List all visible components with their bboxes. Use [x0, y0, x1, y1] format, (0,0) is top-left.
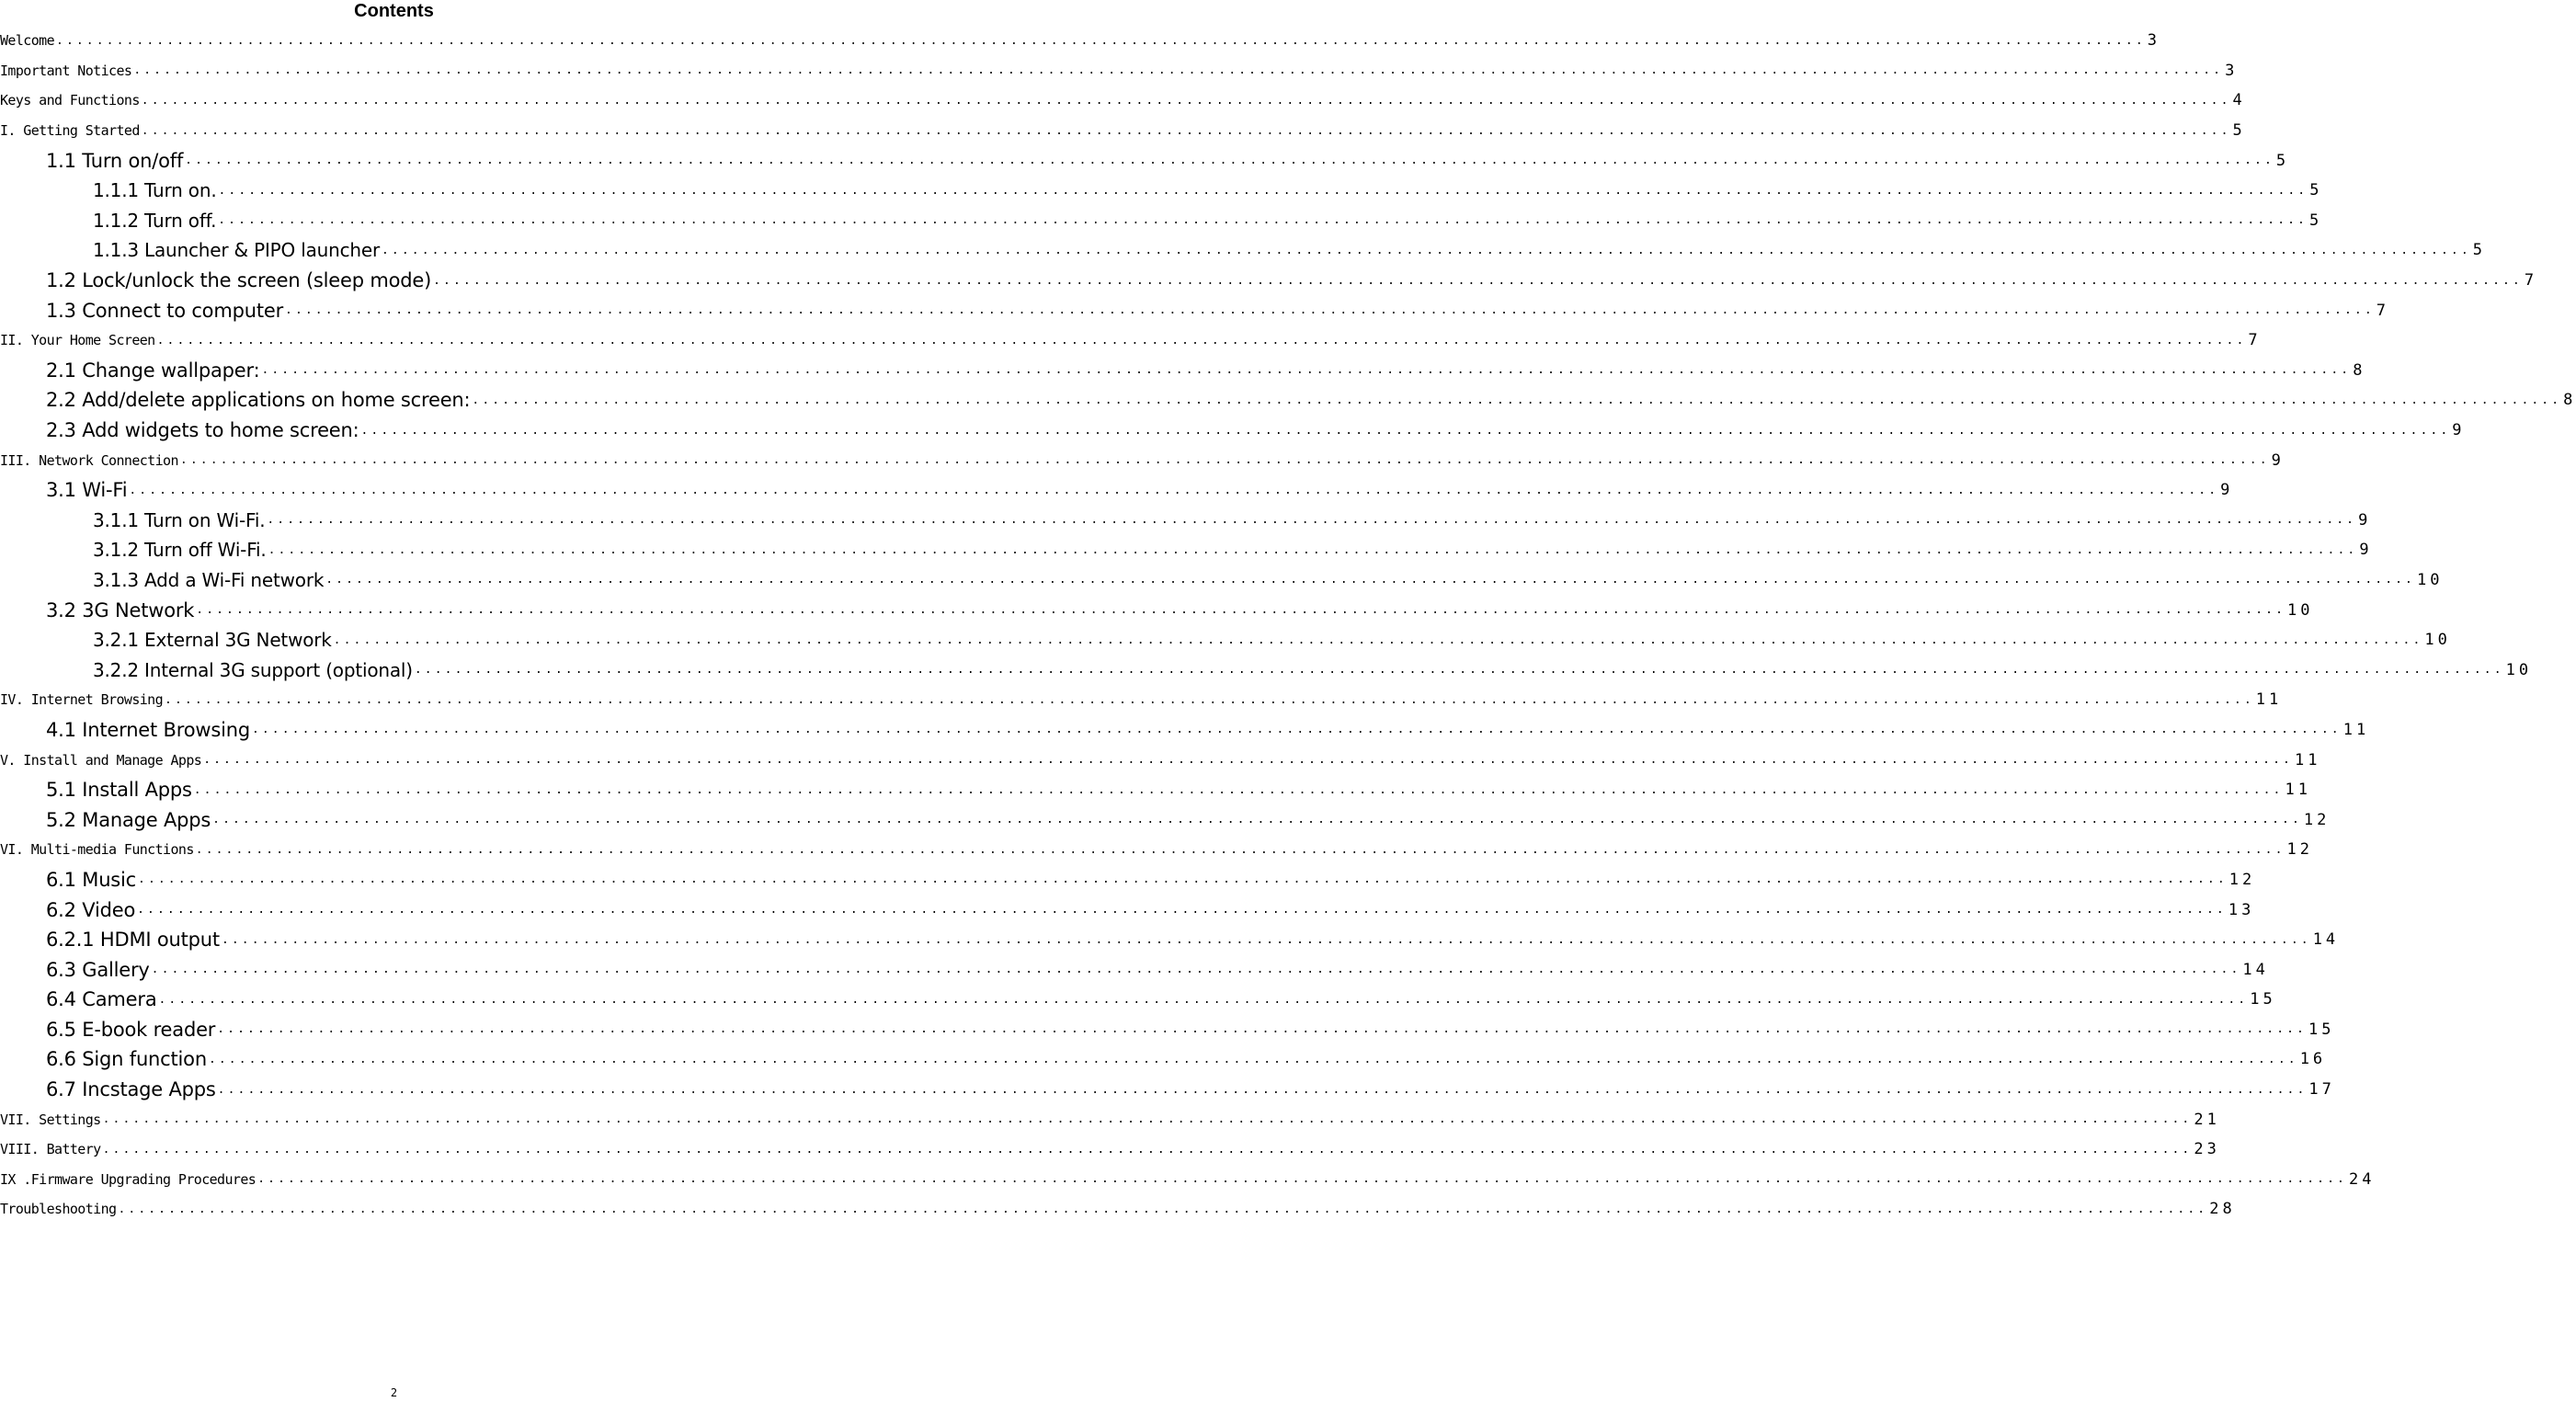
toc-entry[interactable]: [0, 416, 2466, 446]
toc-entry[interactable]: [0, 715, 2370, 746]
toc-entry[interactable]: [0, 1104, 2220, 1134]
toc-entry-page: 10: [2424, 631, 2451, 650]
toc-entry-page: 11: [2294, 750, 2321, 769]
toc-entry[interactable]: [0, 804, 2331, 835]
toc-entry-page: 7: [2248, 331, 2262, 350]
toc-entry-label: I. Getting Started: [0, 122, 140, 140]
dot-leader: [217, 1022, 2307, 1036]
toc-entry-label: V. Install and Manage Apps: [0, 751, 202, 769]
toc-entry-page: 16: [2299, 1050, 2327, 1069]
toc-entry-label: 3.2.1 External 3G Network: [93, 629, 332, 652]
toc-entry[interactable]: [0, 865, 2256, 895]
toc-entry-label: Keys and Functions: [0, 92, 140, 109]
toc-entry[interactable]: [0, 954, 2269, 985]
dot-leader: [185, 154, 2274, 167]
toc-entry[interactable]: [0, 26, 2161, 56]
toc-entry-label: 1.1.1 Turn on.: [93, 179, 217, 202]
toc-entry[interactable]: [0, 56, 2239, 86]
table-of-contents: [0, 26, 2576, 1225]
dot-leader: [152, 963, 2241, 976]
toc-entry-page: 15: [2250, 990, 2276, 1009]
toc-entry-label: Important Notices: [0, 62, 132, 79]
toc-entry-page: 7: [2524, 271, 2538, 291]
dot-leader: [180, 453, 2270, 467]
toc-entry[interactable]: [0, 775, 2311, 805]
toc-entry[interactable]: [0, 206, 2323, 236]
toc-entry-label: VI. Multi-media Functions: [0, 841, 194, 859]
toc-entry-label: II. Your Home Screen: [0, 332, 155, 349]
dot-leader: [267, 513, 2356, 527]
toc-entry[interactable]: [0, 565, 2444, 596]
dot-leader: [325, 573, 2415, 587]
dot-leader: [218, 1083, 2308, 1097]
toc-entry-page: 21: [2194, 1110, 2220, 1129]
toc-entry-page: 7: [2376, 301, 2390, 320]
toc-entry[interactable]: [0, 925, 2340, 955]
toc-entry-page: 23: [2194, 1140, 2220, 1159]
toc-entry-page: 5: [2472, 241, 2486, 260]
dot-leader: [218, 213, 2308, 227]
toc-entry[interactable]: [0, 685, 2283, 715]
dot-leader: [129, 484, 2218, 497]
dot-leader: [157, 334, 2247, 348]
toc-entry-page: 3: [2225, 61, 2239, 80]
toc-entry-label: 6.7 Incstage Apps: [46, 1078, 216, 1101]
toc-entry[interactable]: [0, 655, 2533, 685]
dot-leader: [103, 1143, 2193, 1157]
toc-entry-label: 5.2 Manage Apps: [46, 808, 211, 831]
toc-entry[interactable]: [0, 116, 2246, 146]
toc-entry-label: IX .Firmware Upgrading Procedures: [0, 1170, 256, 1188]
toc-entry[interactable]: [0, 506, 2372, 536]
toc-entry[interactable]: [0, 985, 2276, 1015]
toc-entry-label: 6.1 Music: [46, 868, 137, 891]
toc-entry-page: 5: [2309, 181, 2323, 200]
dot-leader: [433, 274, 2523, 288]
toc-entry[interactable]: [0, 145, 2290, 176]
toc-entry[interactable]: [0, 235, 2486, 266]
toc-entry-page: 10: [2505, 660, 2533, 679]
toc-entry-page: 9: [2358, 510, 2372, 530]
toc-entry-page: 14: [2242, 960, 2269, 979]
toc-entry[interactable]: [0, 1134, 2220, 1165]
dot-leader: [261, 363, 2351, 377]
toc-entry-page: 10: [2416, 570, 2444, 589]
toc-entry-page: 5: [2308, 211, 2323, 230]
toc-entry[interactable]: [0, 1044, 2327, 1075]
toc-entry-page: 9: [2452, 421, 2466, 440]
dot-leader: [138, 872, 2228, 886]
toc-entry[interactable]: [0, 745, 2321, 775]
toc-entry-page: 9: [2220, 481, 2234, 500]
toc-entry-label: 3.2 3G Network: [46, 598, 195, 621]
dot-leader: [218, 184, 2308, 198]
toc-entry-page: 4: [2232, 91, 2246, 110]
dot-leader: [285, 303, 2375, 317]
toc-entry[interactable]: [0, 835, 2314, 865]
toc-entry-label: Welcome: [0, 32, 55, 50]
dot-leader: [103, 1112, 2193, 1126]
toc-entry-page: 11: [2342, 720, 2370, 739]
toc-entry-label: 3.1.3 Add a Wi-Fi network: [93, 568, 325, 591]
toc-entry-label: VII. Settings: [0, 1111, 101, 1128]
toc-entry-label: 6.2.1 HDMI output: [46, 929, 220, 952]
toc-entry[interactable]: [0, 625, 2451, 655]
toc-entry-label: 6.6 Sign function: [46, 1048, 207, 1071]
toc-entry[interactable]: [0, 325, 2262, 356]
toc-entry[interactable]: [0, 475, 2234, 506]
toc-entry-label: 6.3 Gallery: [46, 958, 150, 981]
dot-leader: [118, 1203, 2207, 1216]
dot-leader: [142, 124, 2231, 138]
toc-entry-label: 5.1 Install Apps: [46, 779, 192, 802]
toc-entry-page: 14: [2312, 930, 2340, 950]
toc-entry-label: 3.2.2 Internal 3G support (optional): [93, 658, 413, 681]
toc-entry-page: 5: [2275, 151, 2290, 170]
toc-entry-page: 17: [2308, 1080, 2335, 1100]
toc-entry-page: 10: [2287, 600, 2314, 620]
toc-entry-label: 1.1 Turn on/off: [46, 149, 184, 172]
dot-leader: [212, 813, 2302, 826]
toc-entry[interactable]: [0, 266, 2538, 296]
toc-entry-label: 2.3 Add widgets to home screen:: [46, 419, 359, 442]
dot-leader: [209, 1053, 2298, 1066]
toc-entry-label: 1.2 Lock/unlock the screen (sleep mode): [46, 269, 432, 292]
toc-entry[interactable]: [0, 1075, 2335, 1105]
toc-entry[interactable]: [0, 1015, 2335, 1045]
dot-leader: [165, 693, 2254, 707]
toc-entry[interactable]: [0, 295, 2390, 325]
toc-entry[interactable]: [0, 445, 2285, 475]
toc-entry-label: VIII. Battery: [0, 1141, 101, 1158]
toc-entry-label: 4.1 Internet Browsing: [46, 718, 250, 741]
toc-entry[interactable]: [0, 385, 2576, 416]
toc-entry-page: 8: [2353, 360, 2366, 380]
toc-entry-label: 1.1.2 Turn off.: [93, 209, 217, 232]
dot-leader: [137, 903, 2227, 917]
toc-entry-label: 2.1 Change wallpaper:: [46, 359, 260, 382]
toc-entry[interactable]: [0, 535, 2373, 565]
dot-leader: [133, 63, 2223, 77]
toc-entry-page: 28: [2209, 1200, 2236, 1219]
dot-leader: [252, 723, 2342, 736]
toc-entry[interactable]: [0, 85, 2246, 116]
toc-entry-page: 24: [2348, 1169, 2376, 1189]
toc-entry-page: 12: [2228, 870, 2256, 889]
dot-leader: [222, 933, 2311, 947]
toc-entry-label: Troubleshooting: [0, 1201, 117, 1218]
dot-leader: [142, 94, 2231, 108]
dot-leader: [334, 633, 2423, 647]
dot-leader: [196, 843, 2285, 857]
toc-entry[interactable]: [0, 356, 2366, 386]
dot-leader: [257, 1172, 2347, 1186]
dot-leader: [472, 393, 2561, 407]
toc-entry-label: 3.1.2 Turn off Wi-Fi.: [93, 539, 267, 562]
toc-entry-label: 2.2 Add/delete applications on home screen:: [46, 389, 471, 412]
toc-entry[interactable]: [0, 1165, 2376, 1195]
toc-entry-label: 6.4 Camera: [46, 988, 157, 1011]
toc-entry-label: III. Network Connection: [0, 451, 178, 469]
toc-entry-page: 5: [2232, 121, 2246, 141]
dot-leader: [56, 34, 2146, 48]
toc-entry-page: 3: [2147, 31, 2161, 51]
toc-entry-page: 11: [2255, 690, 2283, 710]
toc-entry-page: 9: [2271, 450, 2285, 470]
toc-entry[interactable]: [0, 895, 2255, 925]
toc-entry[interactable]: [0, 595, 2314, 625]
dot-leader: [415, 663, 2504, 677]
dot-leader: [268, 543, 2358, 557]
dot-leader: [361, 424, 2451, 438]
toc-entry-page: 13: [2228, 900, 2255, 919]
toc-entry-page: 8: [2563, 391, 2576, 410]
dot-leader: [382, 244, 2471, 257]
toc-entry-label: IV. Internet Browsing: [0, 691, 164, 709]
page-title: Contents: [354, 1, 434, 21]
toc-entry-label: 6.2 Video: [46, 898, 136, 921]
toc-entry-label: 1.1.3 Launcher & PIPO launcher: [93, 239, 380, 262]
toc-entry-label: 6.5 E-book reader: [46, 1018, 216, 1041]
toc-entry-label: 1.3 Connect to computer: [46, 299, 284, 322]
toc-entry-page: 9: [2359, 541, 2373, 560]
toc-entry-page: 12: [2303, 810, 2331, 829]
toc-entry-page: 15: [2308, 1020, 2335, 1039]
toc-entry-label: 3.1.1 Turn on Wi-Fi.: [93, 508, 266, 531]
dot-leader: [158, 993, 2248, 1007]
toc-entry-label: 3.1 Wi-Fi: [46, 479, 128, 502]
dot-leader: [203, 753, 2293, 767]
page-number: 2: [390, 1386, 398, 1399]
dot-leader: [194, 783, 2284, 797]
toc-entry[interactable]: [0, 176, 2323, 206]
toc-entry[interactable]: [0, 1194, 2236, 1225]
dot-leader: [196, 603, 2285, 617]
toc-entry-page: 11: [2285, 781, 2311, 800]
toc-entry-page: 12: [2286, 840, 2314, 860]
